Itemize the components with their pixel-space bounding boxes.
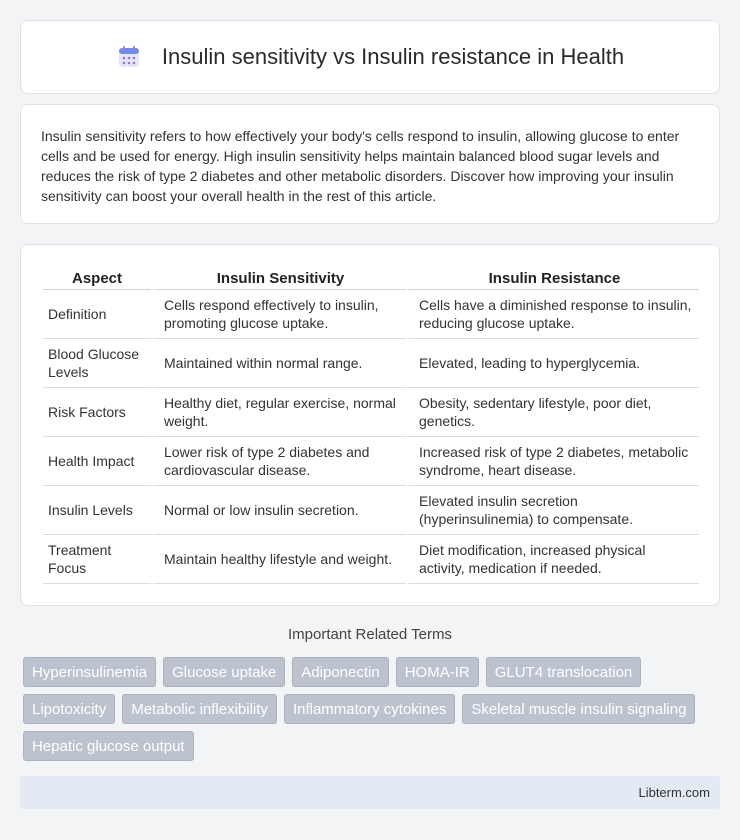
- header-insulin-resistance: Insulin Resistance: [406, 263, 699, 290]
- cell-resistance: Cells have a diminished response to insulin, reducing glucose uptake.: [406, 290, 699, 339]
- cell-aspect: Insulin Levels: [43, 486, 151, 535]
- footer: [20, 776, 720, 809]
- related-term-tag[interactable]: Lipotoxicity: [23, 694, 115, 724]
- table-row: [43, 535, 699, 584]
- cell-resistance: Obesity, sedentary lifestyle, poor diet, genetics.: [406, 388, 699, 437]
- cell-aspect: Risk Factors: [43, 388, 151, 437]
- table-row: [43, 388, 699, 437]
- footer-site-link[interactable]: Libterm.com: [638, 785, 710, 800]
- related-terms-list: [23, 657, 723, 761]
- related-term-tag[interactable]: Skeletal muscle insulin signaling: [462, 694, 695, 724]
- comparison-table: [43, 263, 699, 584]
- cell-aspect: Definition: [43, 290, 151, 339]
- table-row: [43, 437, 699, 486]
- related-term-tag[interactable]: Adiponectin: [292, 657, 388, 687]
- related-term-tag[interactable]: Metabolic inflexibility: [122, 694, 277, 724]
- cell-aspect: Blood Glucose Levels: [43, 339, 151, 388]
- cell-sensitivity: Normal or low insulin secretion.: [151, 486, 406, 535]
- header-aspect: Aspect: [43, 263, 151, 290]
- table-header-row: [43, 263, 699, 290]
- related-term-tag[interactable]: HOMA-IR: [396, 657, 479, 687]
- related-term-tag[interactable]: Hepatic glucose output: [23, 731, 194, 761]
- related-term-tag[interactable]: Hyperinsulinemia: [23, 657, 156, 687]
- related-terms-heading: Important Related Terms: [288, 626, 452, 643]
- page-title: Insulin sensitivity vs Insulin resistance in Health: [161, 44, 625, 69]
- comparison-table-card: [20, 244, 720, 606]
- related-term-tag[interactable]: Inflammatory cytokines: [284, 694, 455, 724]
- table-row: [43, 486, 699, 535]
- cell-resistance: Diet modification, increased physical activity, medication if needed.: [406, 535, 699, 584]
- cell-resistance: Increased risk of type 2 diabetes, metabolic syndrome, heart disease.: [406, 437, 699, 486]
- related-term-tag[interactable]: GLUT4 translocation: [486, 657, 642, 687]
- table-row: [43, 290, 699, 339]
- intro-text: Insulin sensitivity refers to how effectively your body's cells respond to insulin, allowing glucose to enter cells and be used for energy. High insulin sensitivity helps maintain balanced blood sugar levels and reduces the risk of type 2 diabetes and other metabolic disorders. Discover how improving your insulin sensitivity can boost your overall health in the rest of this article.: [41, 128, 680, 204]
- cell-aspect: Treatment Focus: [43, 535, 151, 584]
- intro-card: [20, 104, 720, 224]
- title-card: [20, 20, 720, 94]
- cell-aspect: Health Impact: [43, 437, 151, 486]
- cell-resistance: Elevated, leading to hyperglycemia.: [406, 339, 699, 388]
- calendar-icon: [116, 44, 142, 70]
- cell-resistance: Elevated insulin secretion (hyperinsulinemia) to compensate.: [406, 486, 699, 535]
- table-row: [43, 339, 699, 388]
- related-term-tag[interactable]: Glucose uptake: [163, 657, 285, 687]
- header-insulin-sensitivity: Insulin Sensitivity: [151, 263, 406, 290]
- cell-sensitivity: Maintained within normal range.: [151, 339, 406, 388]
- cell-sensitivity: Maintain healthy lifestyle and weight.: [151, 535, 406, 584]
- cell-sensitivity: Lower risk of type 2 diabetes and cardiovascular disease.: [151, 437, 406, 486]
- cell-sensitivity: Healthy diet, regular exercise, normal weight.: [151, 388, 406, 437]
- cell-sensitivity: Cells respond effectively to insulin, promoting glucose uptake.: [151, 290, 406, 339]
